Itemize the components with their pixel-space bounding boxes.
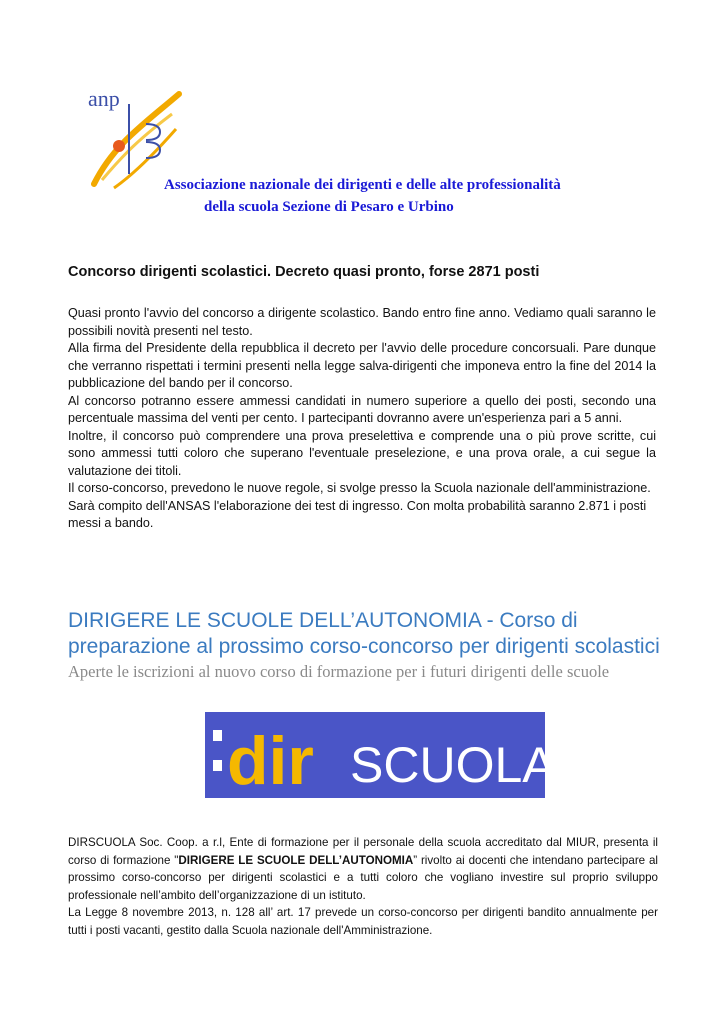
dirscuola-logo-scuola: SCUOLA [350,737,545,793]
article-headline: Concorso dirigenti scolastici. Decreto quasi pronto, forse 2871 posti [68,264,540,280]
article-paragraph: Inoltre, il concorso può comprendere una prova preselettiva e comprende una o più prove scritte, cui sono ammessi tutti coloro che superano l'eventuale preselezione, e una prova orale, a cui segue la valutazione dei titoli. [68,428,656,478]
promo-subtitle: Aperte le iscrizioni al nuovo corso di formazione per i futuri dirigenti delle scuole [68,662,610,681]
article-paragraph: Sarà compito dell'ANSAS l'elaborazione dei test di ingresso. Con molta probabilità saranno 2.871 i posti messi a bando. [68,498,647,530]
article-paragraph: Alla firma del Presidente della repubblica il decreto per l'avvio delle procedure concorsuali. Pare dunque che verranno rispettati i termini presenti nella legge salva-dirigenti che imponeva entro la fine del 2014 la pubblicazione del bando per il concorso. [68,341,656,390]
article-paragraph: Al concorso potranno essere ammessi candidati in numero superiore a quello dei posti, secondo una percentuale massima del venti per cento. I partecipanti dovranno avere un'esperienza pari a 5 anni. [68,393,656,425]
article-paragraph: Quasi pronto l'avvio del concorso a dirigente scolastico. Bando entro fine anno. Vediamo quali saranno le possibili novità presenti nel testo. [68,306,656,338]
anp-logo-text: anp [88,86,120,111]
dirscuola-logo [205,712,545,798]
dirscuola-logo-dir: dir [227,723,314,798]
organization-title [164,174,684,218]
article-paragraph: Il corso-concorso, prevedono le nuove regole, si svolge presso la Scuola nazionale dell'amministrazione. [68,481,651,495]
promo-title: DIRIGERE LE SCUOLE DELL’AUTONOMIA - Corso di preparazione al prossimo corso-concorso per dirigenti scolastici [68,609,660,658]
organization-title-line1: Associazione nazionale dei dirigenti e delle alte professionalità [164,177,561,193]
organization-title-line2: della scuola Sezione di Pesaro e Urbino [204,199,454,215]
article-body [68,305,656,533]
footer-paragraph: La Legge 8 novembre 2013, n. 128 all’ art. 17 prevede un corso-concorso per dirigenti bandito annualmente per tutti i posti vacanti, gestito dalla Scuola nazionale dell'Amministrazione. [68,906,658,937]
footer-text-span: DIRSCUOLA Soc. Coop. a r.l, Ente di formazione per il personale della scuola accreditato dal MIUR, presenta il corso di formazione " [68,836,658,867]
course-name: DIRIGERE LE SCUOLE DELL’AUTONOMIA [178,853,414,867]
footer-text-span: ” rivolto ai docenti che intendano partecipare al prossimo corso-concorso per dirigenti scolastici e a tutti coloro che vogliano investire sul proprio sviluppo professionale nell’ambito dell’organizzazione di un istituto. [68,853,658,902]
footer-text [68,834,658,939]
footer-paragraph [68,834,658,904]
